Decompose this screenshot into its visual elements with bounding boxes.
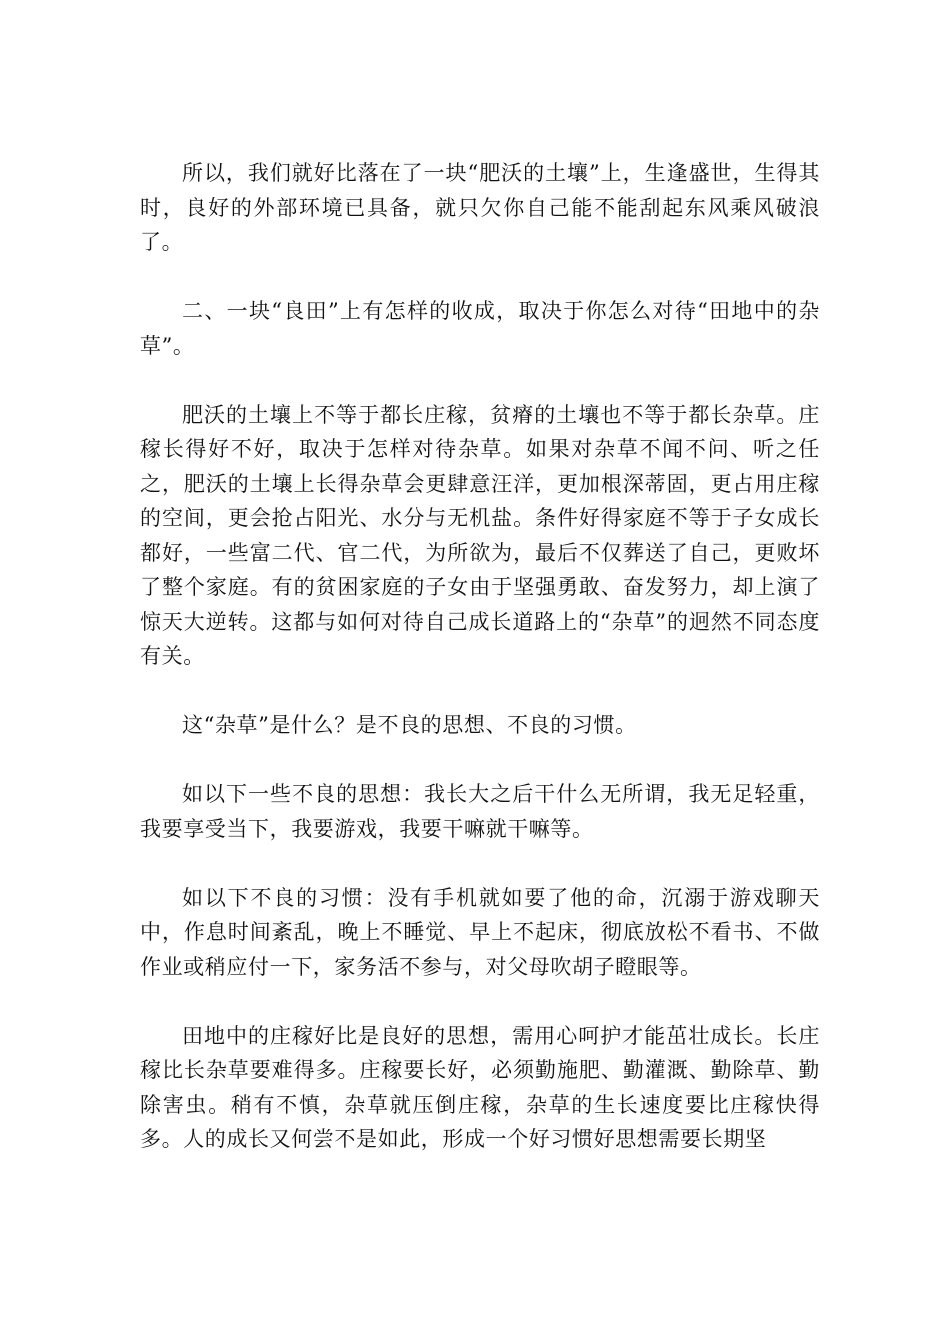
document-body	[140, 156, 820, 1191]
paragraph-weeds-and-crops: 肥沃的土壤上不等于都长庄稼，贫瘠的土壤也不等于都长杂草。庄稼长得好不好，取决于怎样对待杂草。如果对杂草不闻不问、听之任之，肥沃的土壤上长得杂草会更肆意汪洋，更加根深蒂固，更占用庄稼的空间，更会抢占阳光、水分与无机盐。条件好得家庭不等于子女成长都好，一些富二代、官二代，为所欲为，最后不仅葬送了自己，更败坏了整个家庭。有的贫困家庭的子女由于坚强勇敢、奋发努力，却上演了惊天大逆转。这都与如何对待自己成长道路上的“杂草”的迥然不同态度有关。	[140, 402, 820, 668]
paragraph-bad-thoughts: 如以下一些不良的思想：我长大之后干什么无所谓，我无足轻重，我要享受当下，我要游戏，我要干嘛就干嘛等。	[140, 782, 820, 841]
paragraph-fertile-soil: 所以，我们就好比落在了一块“肥沃的土壤”上，生逢盛世，生得其时，良好的外部环境已具备，就只欠你自己能不能刮起东风乘风破浪了。	[140, 161, 820, 254]
paragraph-bad-habits: 如以下不良的习惯：没有手机就如要了他的命，沉溺于游戏聊天中，作息时间紊乱，晚上不睡觉、早上不起床，彻底放松不看书、不做作业或稍应付一下，家务活不参与，对父母吹胡子瞪眼等。	[140, 885, 820, 979]
section-heading-good-field: 二、一块“良田”上有怎样的收成，取决于你怎么对待“田地中的杂草”。	[140, 299, 820, 358]
paragraph-crops-good-thoughts: 田地中的庄稼好比是良好的思想，需用心呵护才能茁壮成长。长庄稼比长杂草要难得多。庄稼要长好，必须勤施肥、勤灌溉、勤除草、勤除害虫。稍有不慎，杂草就压倒庄稼，杂草的生长速度要比庄稼快得多。人的成长又何尝不是如此，形成一个好习惯好思想需要长期坚	[140, 1023, 820, 1151]
paragraph-what-are-weeds: 这“杂草”是什么？是不良的思想、不良的习惯。	[182, 713, 637, 737]
